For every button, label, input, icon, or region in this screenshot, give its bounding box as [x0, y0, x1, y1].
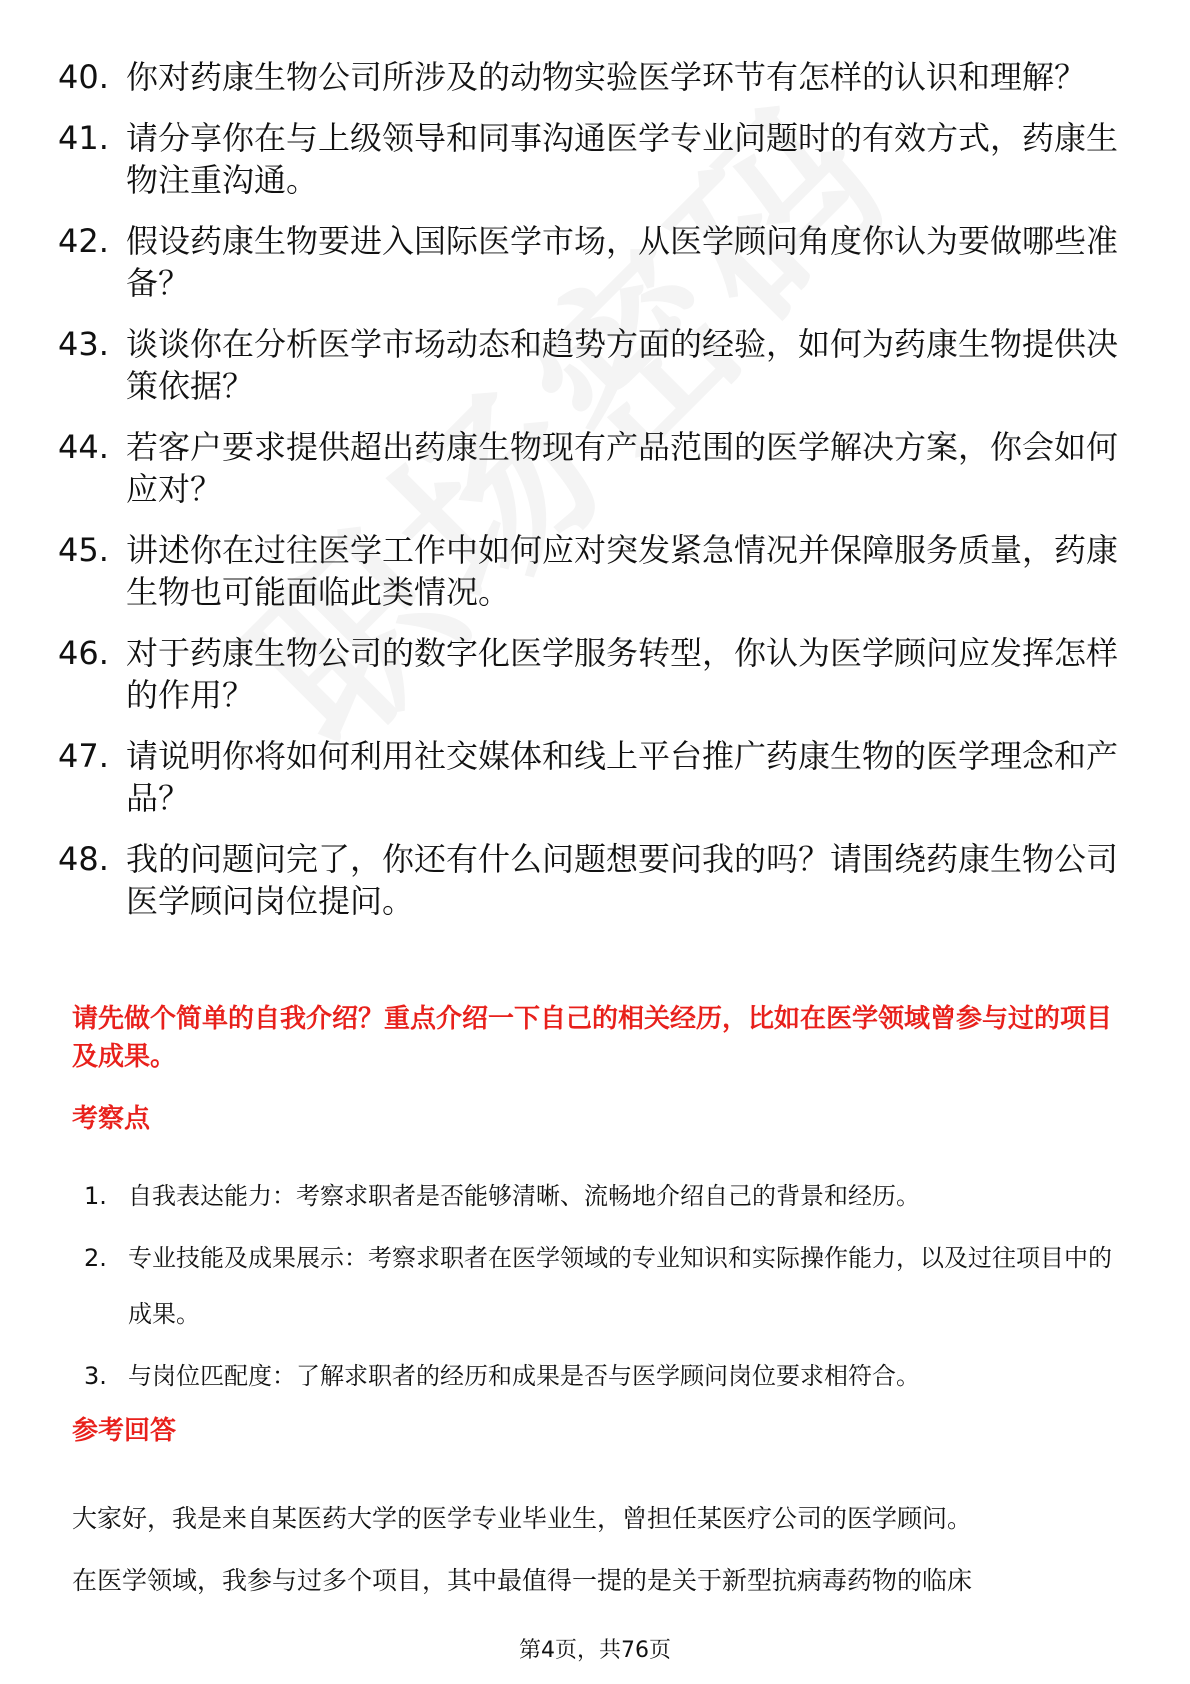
reference-answer: [72, 1488, 1127, 1612]
answer-heading: [72, 1414, 176, 1448]
section-question-heading: 请先做个简单的自我介绍？重点介绍一下自己的相关经历，比如在医学领域曾参与过的项目及成果。: [72, 1004, 1113, 1072]
question-text: 对于药康生物公司的数字化医学服务转型，你认为医学顾问应发挥怎样的作用？: [126, 634, 1119, 714]
point-number: 3.: [84, 1362, 107, 1390]
question-number: 48.: [58, 840, 109, 878]
point-text: 专业技能及成果展示：考察求职者在医学领域的专业知识和实际操作能力，以及过往项目中的成果。: [128, 1244, 1112, 1328]
question-number: 40.: [58, 58, 109, 96]
list-item: [58, 220, 1128, 304]
question-text: 请分享你在与上级领导和同事沟通医学专业问题时的有效方式，药康生物注重沟通。: [126, 119, 1119, 199]
assessment-points-list: [84, 1168, 1124, 1410]
list-item: [84, 1168, 1124, 1224]
list-item: [84, 1230, 1124, 1342]
list-item: [58, 323, 1128, 407]
question-number: 44.: [58, 428, 109, 466]
question-number: 41.: [58, 119, 109, 157]
list-item: [58, 56, 1128, 98]
question-text: 我的问题问完了，你还有什么问题想要问我的吗？请围绕药康生物公司医学顾问岗位提问。: [126, 840, 1119, 920]
answer-line: 大家好，我是来自某医药大学的医学专业毕业生，曾担任某医疗公司的医学顾问。: [72, 1504, 973, 1533]
list-item: [58, 529, 1128, 613]
point-number: 1.: [84, 1182, 107, 1210]
question-text: 假设药康生物要进入国际医学市场，从医学顾问角度你认为要做哪些准备？: [126, 222, 1119, 302]
question-number: 45.: [58, 531, 109, 569]
question-text: 谈谈你在分析医学市场动态和趋势方面的经验，如何为药康生物提供决策依据？: [126, 325, 1119, 405]
list-item: [58, 632, 1128, 716]
list-item: [58, 735, 1128, 819]
list-item: [58, 426, 1128, 510]
point-number: 2.: [84, 1244, 107, 1272]
list-item: [58, 117, 1128, 201]
point-text: 与岗位匹配度：了解求职者的经历和成果是否与医学顾问岗位要求相符合。: [128, 1362, 920, 1390]
points-heading: [72, 1102, 150, 1136]
question-text: 若客户要求提供超出药康生物现有产品范围的医学解决方案，你会如何应对？: [126, 428, 1119, 508]
page-footer: 第4页，共76页: [519, 1638, 671, 1663]
question-list: [58, 56, 1128, 941]
question-number: 43.: [58, 325, 109, 363]
point-text: 自我表达能力：考察求职者是否能够清晰、流畅地介绍自己的背景和经历。: [128, 1182, 920, 1210]
question-number: 46.: [58, 634, 109, 672]
points-heading-text: 考察点: [72, 1104, 151, 1134]
list-item: [58, 838, 1128, 922]
answer-line: 在医学领域，我参与过多个项目，其中最值得一提的是关于新型抗病毒药物的临床: [72, 1566, 973, 1595]
question-text: 讲述你在过往医学工作中如何应对突发紧急情况并保障服务质量，药康生物也可能面临此类情况。: [126, 531, 1119, 611]
question-text: 你对药康生物公司所涉及的动物实验医学环节有怎样的认识和理解？: [126, 58, 1087, 96]
question-number: 47.: [58, 737, 109, 775]
answer-heading-text: 参考回答: [72, 1416, 177, 1446]
question-text: 请说明你将如何利用社交媒体和线上平台推广药康生物的医学理念和产品？: [126, 737, 1119, 817]
list-item: [84, 1348, 1124, 1404]
question-number: 42.: [58, 222, 109, 260]
